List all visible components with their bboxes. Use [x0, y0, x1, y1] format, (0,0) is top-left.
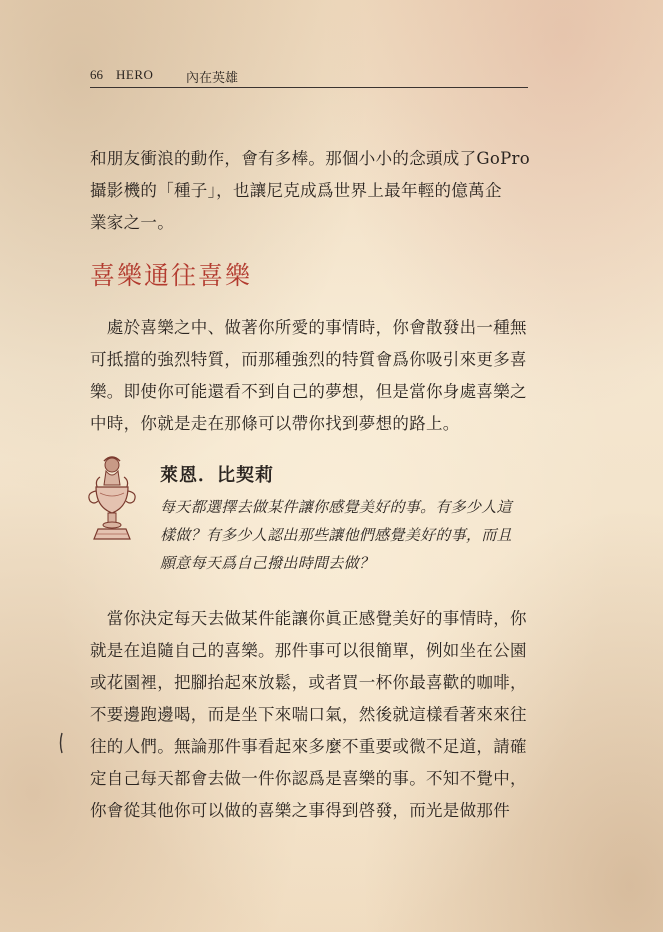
paragraph-line: 中時，你就是走在那條可以帶你找到夢想的路上。: [90, 414, 460, 433]
paragraph-line: 樂。即使你可能還看不到自己的夢想，但是當你身處喜樂之: [90, 382, 527, 401]
book-subtitle: 內在英雄: [186, 70, 239, 85]
intro-paragraph: [90, 143, 530, 239]
running-header: [90, 63, 528, 88]
page-number: 66: [90, 67, 103, 82]
paragraph-line: 可抵擋的強烈特質，而那種強烈的特質會爲你吸引來更多喜: [90, 350, 527, 369]
section-paragraph: [90, 312, 530, 440]
section-title: 喜樂通往喜樂: [90, 261, 253, 290]
quote-line: 每天都選擇去做某件讓你感覺美好的事。有多少人這: [160, 498, 512, 516]
paragraph-line: 和朋友衝浪的動作，會有多棒。那個小小的念頭成了GoPro: [90, 149, 530, 168]
paragraph-line: 業家之一。: [90, 213, 174, 232]
quote-text: [160, 493, 540, 577]
paragraph-line: 不要邊跑邊喝，而是坐下來喘口氣，然後就這樣看著來來往: [90, 705, 527, 724]
paragraph-line: 往的人們。無論那件事看起來多麼不重要或微不足道，請確: [90, 737, 527, 756]
margin-mark: [58, 732, 64, 754]
quote-author-name: 萊恩．比契莉: [160, 465, 274, 486]
paragraph-line: 攝影機的「種子」，也讓尼克成爲世界上最年輕的億萬企: [90, 181, 502, 200]
quote-block: [82, 455, 532, 585]
paragraph-line: 當你決定每天去做某件能讓你眞正感覺美好的事情時，你: [90, 609, 527, 628]
closing-paragraph: [90, 603, 530, 827]
paragraph-line: 就是在追隨自己的喜樂。那件事可以很簡單，例如坐在公園: [90, 641, 527, 660]
quote-line: 願意每天爲自己撥出時間去做？: [160, 554, 375, 572]
quote-line: 樣做？有多少人認出那些讓他們感覺美好的事，而且: [160, 526, 512, 544]
paragraph-line: 或花園裡，把腳抬起來放鬆，或者買一杯你最喜歡的咖啡，: [90, 673, 527, 692]
trophy-icon: [82, 455, 142, 545]
paragraph-line: 你會從其他你可以做的喜樂之事得到啓發，而光是做那件: [90, 801, 510, 820]
book-title: HERO: [116, 67, 154, 82]
paragraph-line: 定自己每天都會去做一件你認爲是喜樂的事。不知不覺中，: [90, 769, 527, 788]
paragraph-line: 處於喜樂之中、做著你所愛的事情時，你會散發出一種無: [90, 318, 527, 337]
